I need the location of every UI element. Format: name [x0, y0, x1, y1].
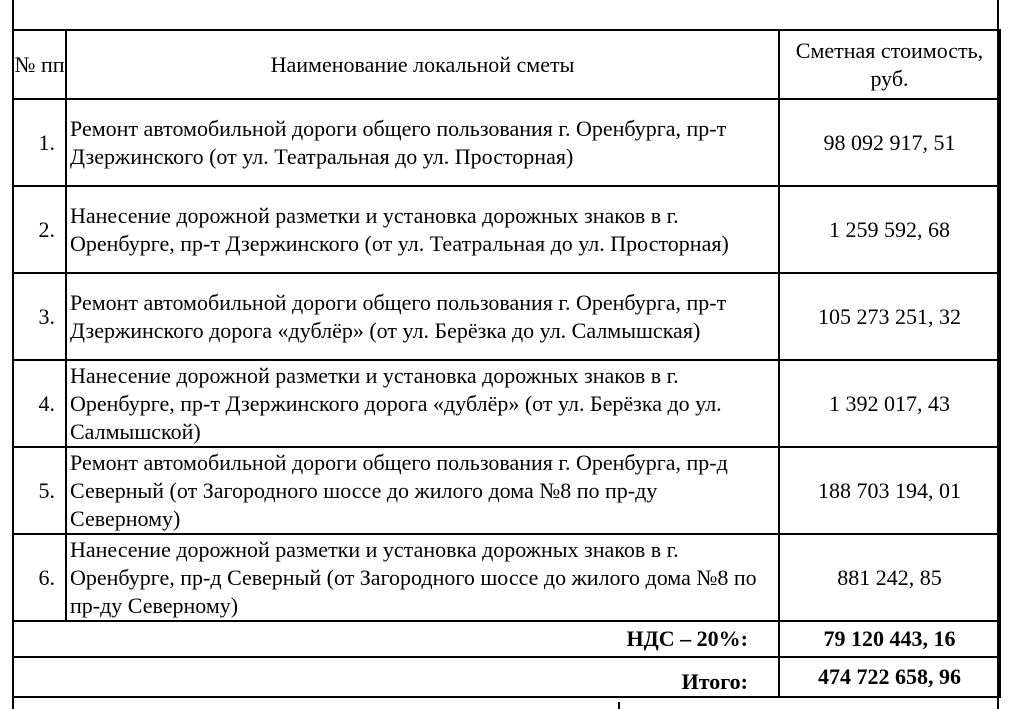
header-row — [13, 30, 1000, 99]
header-name: Наименование локальной сметы — [66, 30, 779, 99]
vat-row — [13, 621, 1000, 657]
header-number: № пп — [13, 30, 66, 99]
row-number: 2. — [13, 186, 66, 273]
vat-value: 79 120 443, 16 — [779, 621, 1000, 657]
row-name: Нанесение дорожной разметки и установка дорожных знаков в г. Оренбурге, пр-т Дзержинского дорога «дублёр» (от ул. Берёзка до ул. Салмышской) — [66, 360, 779, 447]
row-cost: 98 092 917, 51 — [779, 99, 1000, 186]
row-name: Нанесение дорожной разметки и установка дорожных знаков в г. Оренбурге, пр-т Дзержинского (от ул. Театральная до ул. Просторная) — [66, 186, 779, 273]
row-cost: 1 259 592, 68 — [779, 186, 1000, 273]
row-number: 4. — [13, 360, 66, 447]
table-row — [13, 447, 1000, 534]
row-cost: 105 273 251, 32 — [779, 273, 1000, 360]
row-cost: 188 703 194, 01 — [779, 447, 1000, 534]
row-number: 6. — [13, 534, 66, 621]
table-row — [13, 534, 1000, 621]
table-row — [13, 99, 1000, 186]
row-name: Ремонт автомобильной дороги общего пользования г. Оренбурга, пр-т Дзержинского (от ул. Театральная до ул. Просторная) — [66, 99, 779, 186]
grand-total-row — [13, 657, 1000, 697]
grand-total-value: 474 722 658, 96 — [779, 657, 1000, 697]
table-row — [13, 360, 1000, 447]
row-name: Ремонт автомобильной дороги общего пользования г. Оренбурга, пр-т Дзержинского дорога «дублёр» (от ул. Берёзка до ул. Салмышская) — [66, 273, 779, 360]
frame-bottom-tick — [618, 702, 620, 709]
table-row — [13, 186, 1000, 273]
table-row — [13, 273, 1000, 360]
row-name: Нанесение дорожной разметки и установка дорожных знаков в г. Оренбурге, пр-д Северный (от Загородного шоссе до жилого дома №8 по пр-ду Северному) — [66, 534, 779, 621]
header-cost: Сметная стоимость, руб. — [779, 30, 1000, 99]
vat-label: НДС – 20%: — [13, 621, 779, 657]
row-number: 3. — [13, 273, 66, 360]
grand-total-label: Итого: — [13, 657, 779, 697]
row-cost: 881 242, 85 — [779, 534, 1000, 621]
row-number: 5. — [13, 447, 66, 534]
row-cost: 1 392 017, 43 — [779, 360, 1000, 447]
row-name: Ремонт автомобильной дороги общего пользования г. Оренбурга, пр-д Северный (от Загородного шоссе до жилого дома №8 по пр-ду Северному) — [66, 447, 779, 534]
row-number: 1. — [13, 99, 66, 186]
estimate-table — [12, 29, 1001, 698]
